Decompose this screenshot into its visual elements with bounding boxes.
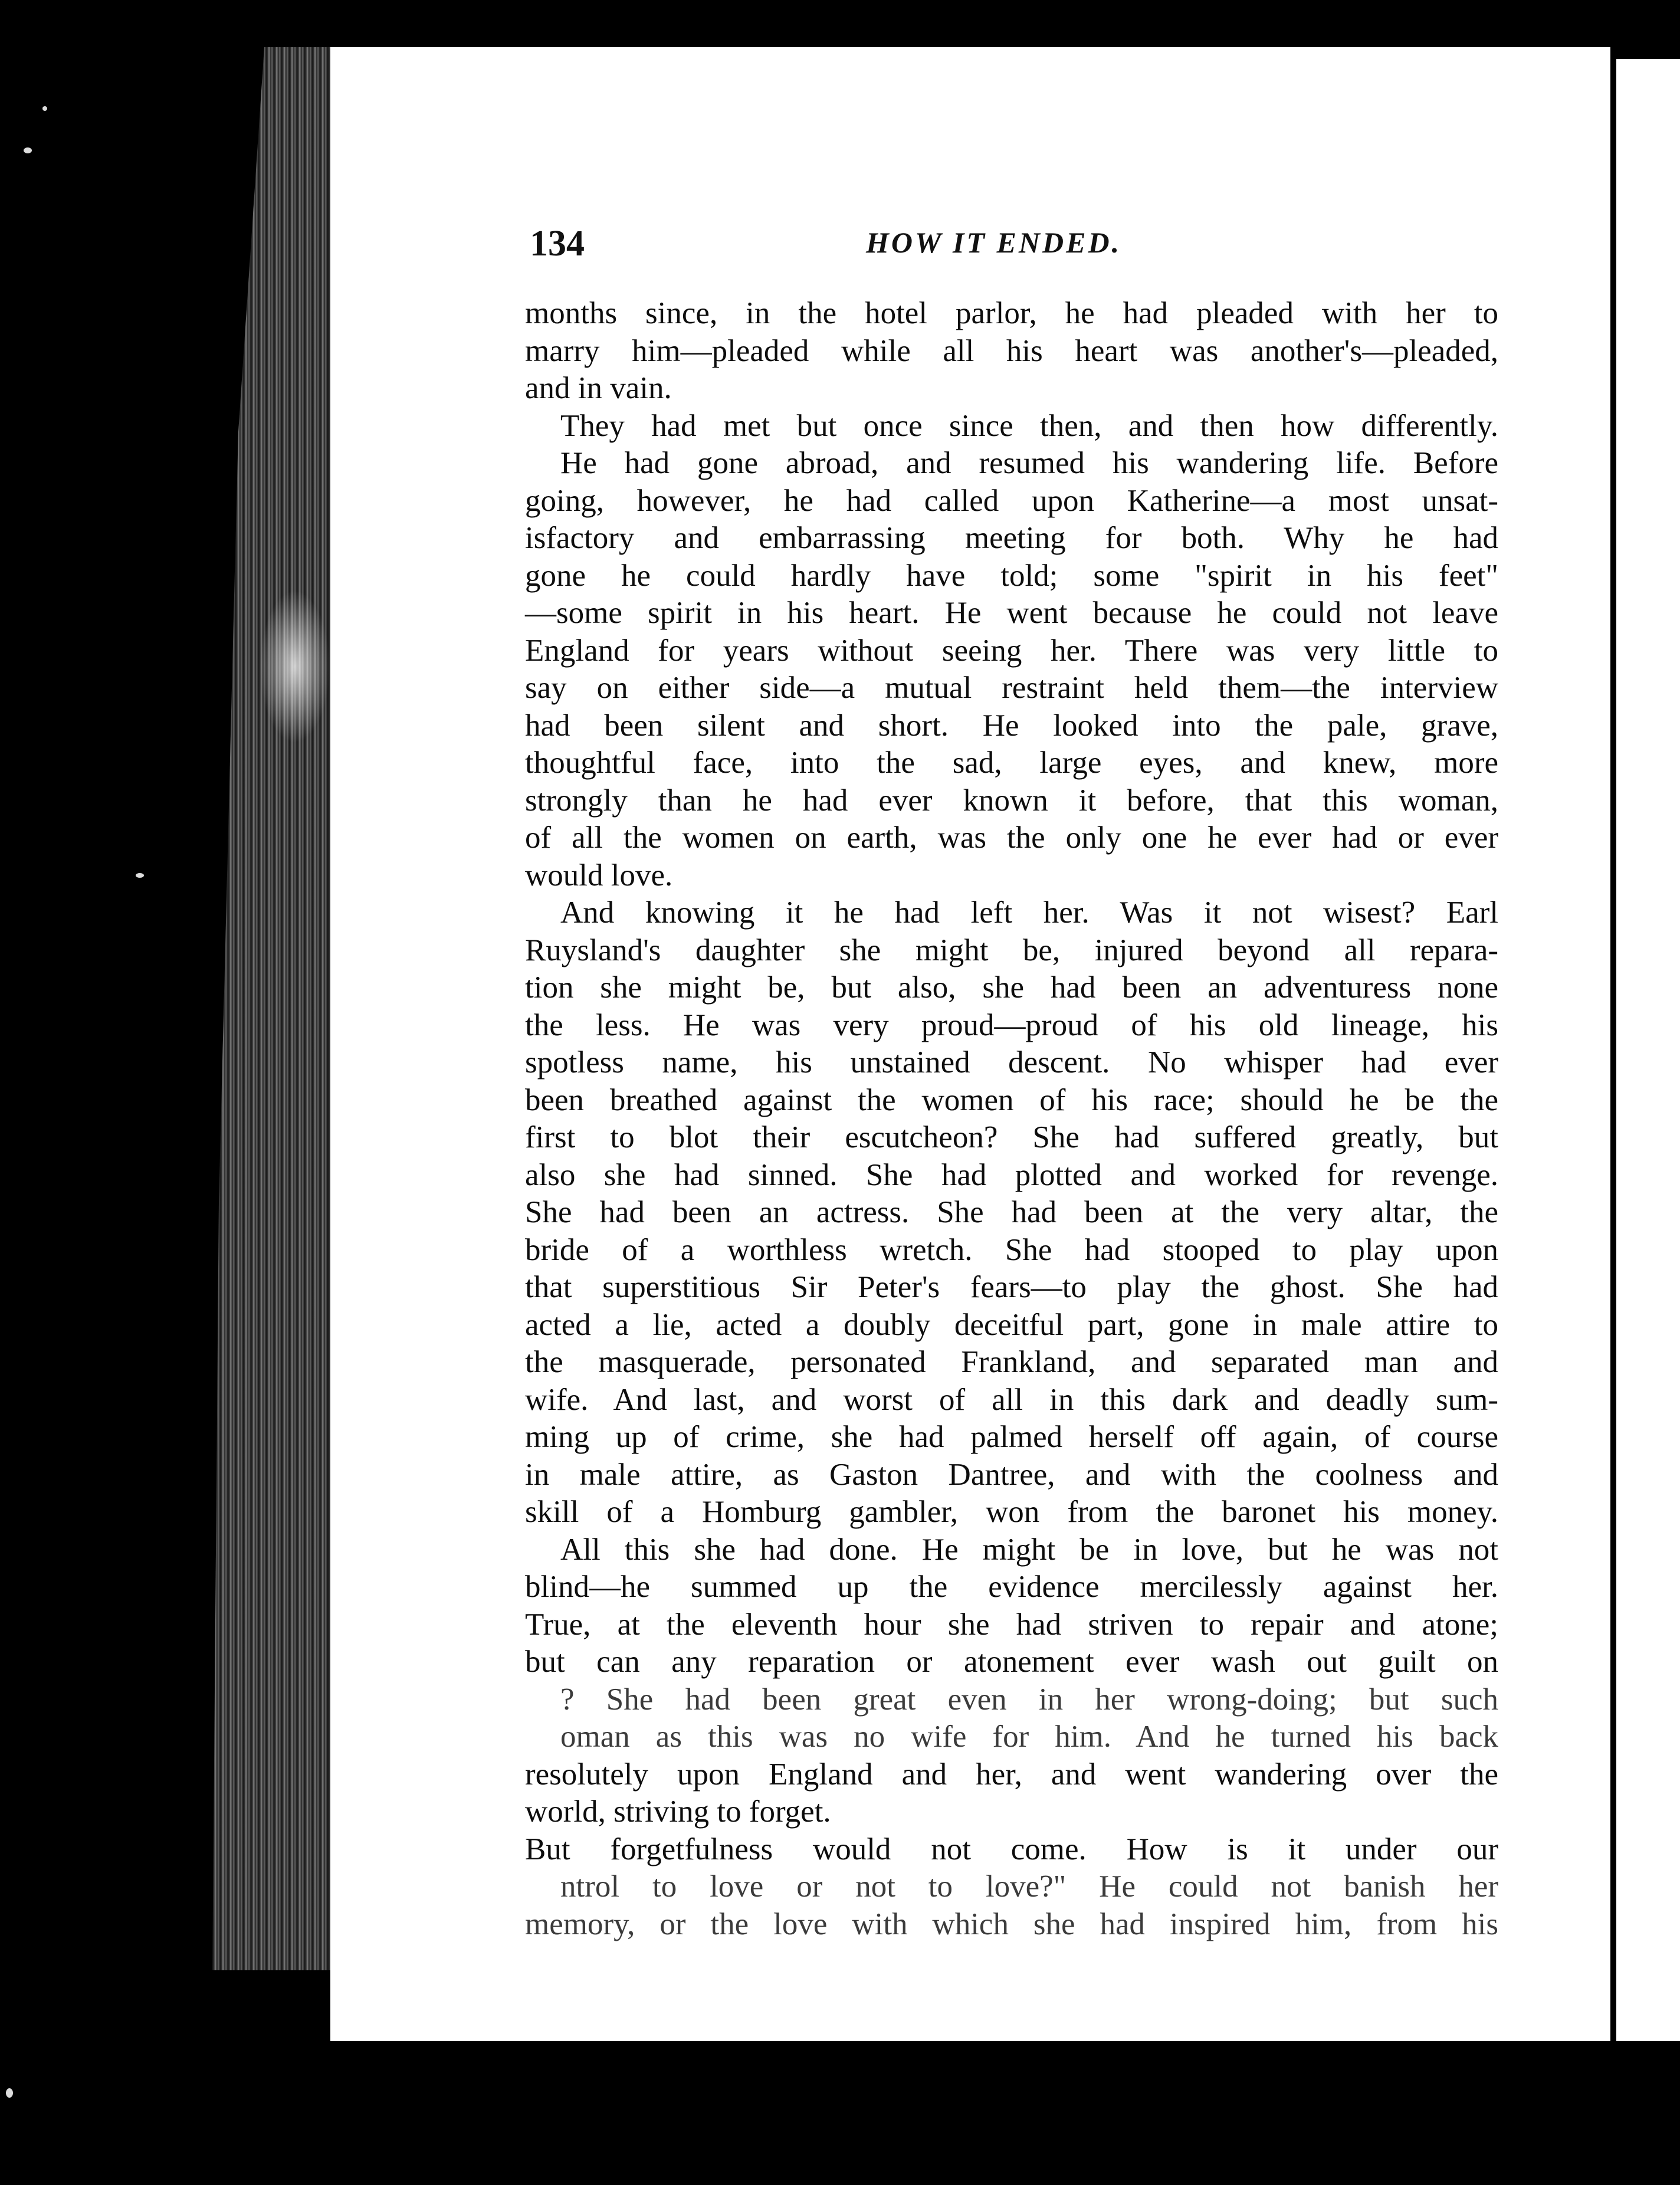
- text-line: spotless name, his unstained descent. No whisper had ever: [525, 1045, 1498, 1080]
- text-line: They had met but once since then, and then how differently.: [560, 408, 1498, 443]
- text-line: strongly than he had ever known it before, that this woman,: [525, 783, 1498, 818]
- text-line: wife. And last, and worst of all in this dark and deadly sum-: [525, 1382, 1498, 1417]
- text-line: months since, in the hotel parlor, he had pleaded with her to: [525, 296, 1498, 330]
- text-line: ming up of crime, she had palmed herself off again, of course: [525, 1420, 1498, 1454]
- text-line: the masquerade, personated Frankland, and separated man and: [525, 1345, 1498, 1379]
- text-line: of all the women on earth, was the only one he ever had or ever: [525, 821, 1498, 855]
- text-line: resolutely upon England and her, and went wandering over the: [525, 1757, 1498, 1792]
- text-line: He had gone abroad, and resumed his wandering life. Before: [560, 446, 1498, 480]
- text-line: All this she had done. He might be in love, but he was not: [560, 1532, 1498, 1567]
- text-line: going, however, he had called upon Katherine—a most unsat-: [525, 483, 1498, 518]
- text-line: ntrol to love or not to love?" He could not banish her: [560, 1869, 1498, 1904]
- text-line: She had been an actress. She had been at the very altar, the: [525, 1195, 1498, 1229]
- text-line: in male attire, as Gaston Dantree, and with the coolness and: [525, 1457, 1498, 1492]
- page-edge-glare: [260, 590, 330, 743]
- text-line: and in vain.: [525, 371, 672, 405]
- text-line: say on either side—a mutual restraint held them—the interview: [525, 671, 1498, 705]
- text-line: But forgetfulness would not come. How is it under our: [525, 1832, 1498, 1866]
- page-number: 134: [530, 224, 585, 264]
- text-line: bride of a worthless wretch. She had stooped to play upon: [525, 1232, 1498, 1267]
- text-line: also she had sinned. She had plotted and worked for revenge.: [525, 1157, 1498, 1192]
- text-line: memory, or the love with which she had inspired him, from his: [525, 1907, 1498, 1941]
- body-text: [525, 295, 1498, 1943]
- text-line: True, at the eleventh hour she had striven to repair and atone;: [525, 1607, 1498, 1642]
- text-line: had been silent and short. He looked into the pale, grave,: [525, 708, 1498, 743]
- text-line: marry him—pleaded while all his heart was another's—pleaded,: [525, 333, 1498, 368]
- text-line: acted a lie, acted a doubly deceitful part, gone in male attire to: [525, 1307, 1498, 1342]
- running-head-title: HOW IT ENDED.: [866, 226, 1122, 259]
- text-line: —some spirit in his heart. He went because he could not leave: [525, 596, 1498, 630]
- scan-speck: [42, 106, 47, 111]
- text-line: England for years without seeing her. There was very little to: [525, 633, 1498, 668]
- text-line: thoughtful face, into the sad, large eyes, and knew, more: [525, 746, 1498, 780]
- text-line: world, striving to forget.: [525, 1794, 831, 1829]
- text-line: gone he could hardly have told; some "spirit in his feet": [525, 558, 1498, 593]
- text-line: ? She had been great even in her wrong-doing; but such: [560, 1682, 1498, 1717]
- text-line: tion she might be, but also, she had been an adventuress none: [525, 970, 1498, 1005]
- text-line: been breathed against the women of his race; should he be the: [525, 1082, 1498, 1117]
- text-line: isfactory and embarrassing meeting for both. Why he had: [525, 521, 1498, 555]
- running-head: [530, 212, 1515, 265]
- scan-speck: [136, 873, 144, 878]
- scan-speck: [24, 147, 32, 153]
- text-line: would love.: [525, 858, 673, 893]
- text-line: Ruysland's daughter she might be, injured beyond all repara-: [525, 933, 1498, 967]
- text-line: that superstitious Sir Peter's fears—to play the ghost. She had: [525, 1270, 1498, 1304]
- text-line: but can any reparation or atonement ever wash out guilt on: [525, 1645, 1498, 1679]
- text-line: blind—he summed up the evidence mercilessly against her.: [525, 1570, 1498, 1604]
- text-line: And knowing it he had left her. Was it not wisest? Earl: [560, 895, 1498, 930]
- text-line: oman as this was no wife for him. And he turned his back: [560, 1720, 1498, 1754]
- text-line: first to blot their escutcheon? She had suffered greatly, but: [525, 1120, 1498, 1154]
- text-line: the less. He was very proud—proud of his old lineage, his: [525, 1008, 1498, 1042]
- facing-page-strip: [1616, 59, 1680, 2041]
- scan-speck: [6, 2088, 13, 2098]
- text-line: skill of a Homburg gambler, won from the baronet his money.: [525, 1495, 1498, 1529]
